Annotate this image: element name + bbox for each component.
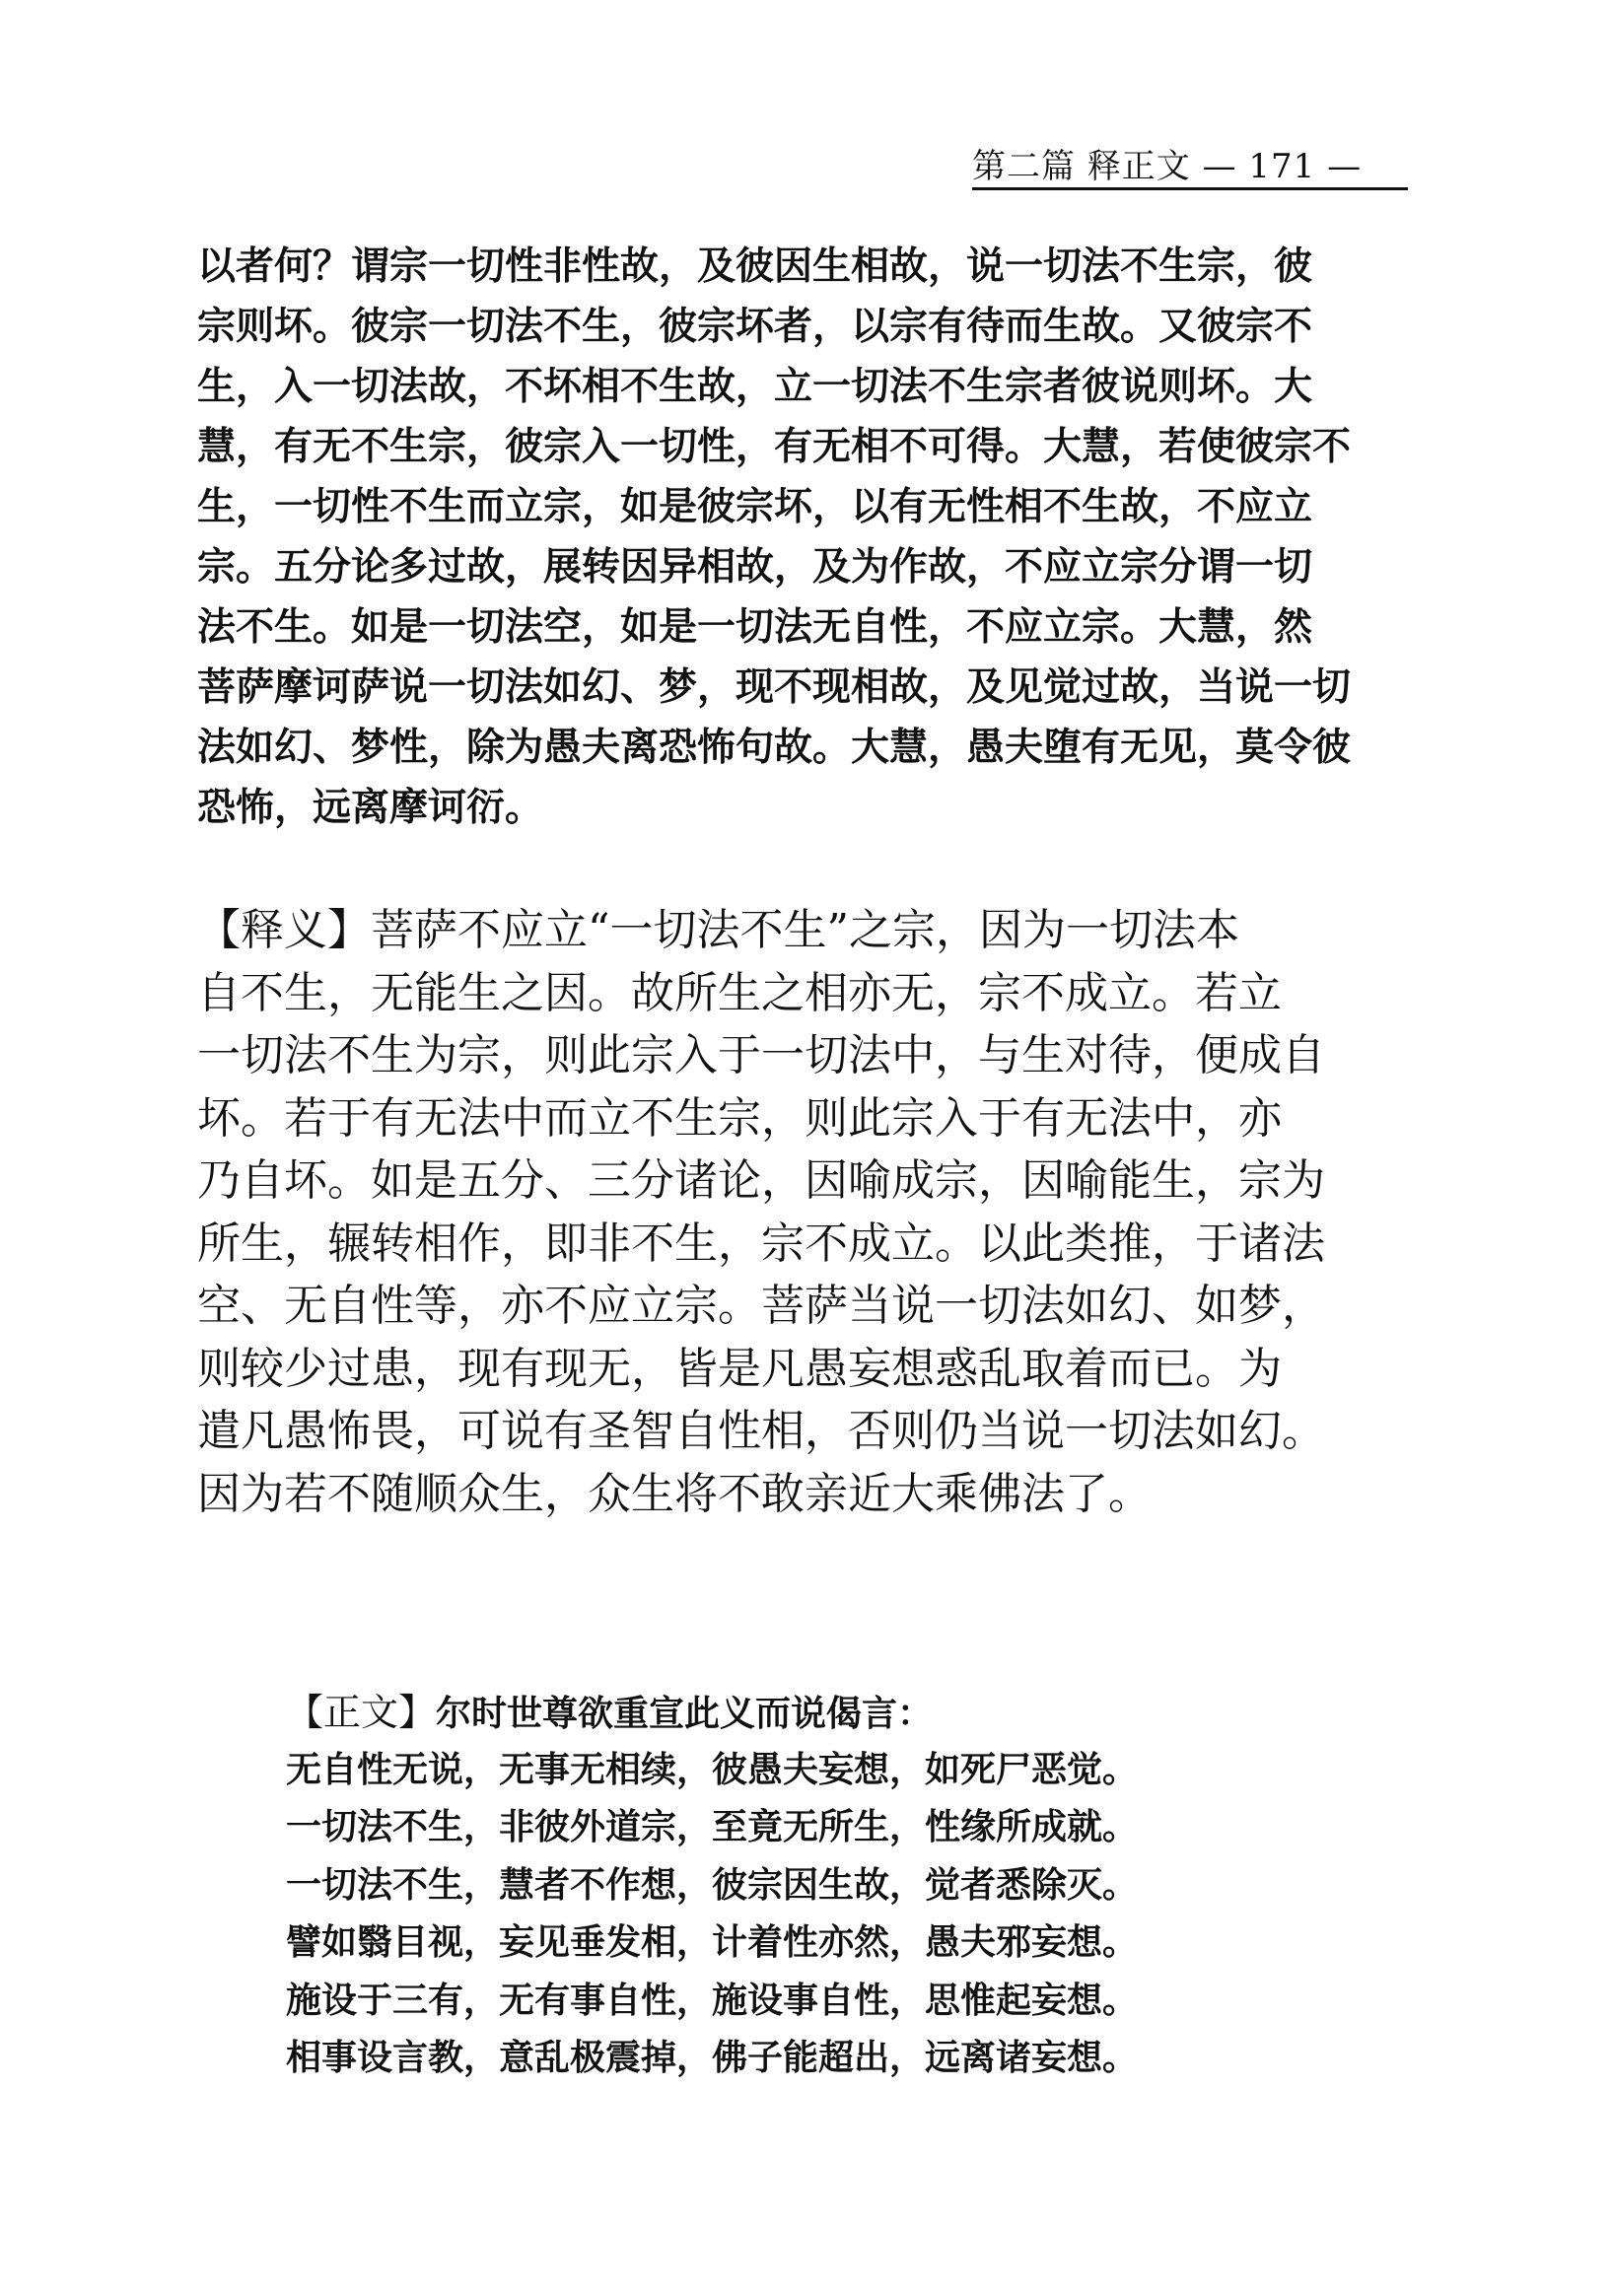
- sutra-line: 宗则坏。彼宗一切法不生，彼宗坏者，以宗有待而生故。又彼宗不: [197, 305, 1313, 349]
- commentary-line: 自不生，无能生之因。故所生之相亦无，宗不成立。若立: [197, 967, 1282, 1018]
- commentary-line: 所生，辗转相作，即非不生，宗不成立。以此类推，于诸法: [197, 1218, 1325, 1269]
- sutra-line: 生，入一切法故，不坏相不生故，立一切法不生宗者彼说则坏。大: [197, 365, 1313, 409]
- verse-line: 施设于三有，无有事自性，施设事自性，思惟起妄想。: [286, 1980, 1139, 2021]
- header-rule: [972, 187, 1408, 190]
- sutra-passage: [197, 237, 1410, 838]
- verse-intro-line: [286, 1684, 1410, 1742]
- running-header: [972, 146, 1406, 187]
- section-tag: 【正文】: [286, 1691, 437, 1734]
- verse-line: 譬如翳目视，妄见垂发相，计着性亦然，愚夫邪妄想。: [286, 1922, 1139, 1963]
- sutra-line: 以者何？谓宗一切性非性故，及彼因生相故，说一切法不生宗，彼: [197, 244, 1313, 289]
- sutra-line: 生，一切性不生而立宗，如是彼宗坏，以有无性相不生故，不应立: [197, 485, 1313, 529]
- sutra-line: 法不生。如是一切法空，如是一切法无自性，不应立宗。大慧，然: [197, 605, 1313, 650]
- commentary-line: 因为若不随顺众生，众生将不敢亲近大乘佛法了。: [197, 1468, 1152, 1519]
- commentary-line: 一切法不生为宗，则此宗入于一切法中，与生对待，便成自: [197, 1030, 1325, 1080]
- running-title: 第二篇 释正文 — 171 —: [972, 147, 1363, 186]
- commentary-line: 空、无自性等，亦不应立宗。菩萨当说一切法如幻、如梦，: [197, 1281, 1325, 1331]
- verse-line: 一切法不生，非彼外道宗，至竟无所生，性缘所成就。: [286, 1807, 1139, 1847]
- verse-line: 一切法不生，慧者不作想，彼宗因生故，觉者悉除灭。: [286, 1864, 1139, 1906]
- sutra-line: 恐怖，远离摩诃衍。: [197, 786, 544, 830]
- commentary-line: 坏。若于有无法中而立不生宗，则此宗入于有无法中，亦: [197, 1092, 1282, 1144]
- commentary-line: 遣凡愚怖畏，可说有圣智自性相，否则仍当说一切法如幻。: [197, 1406, 1325, 1456]
- verse-intro: 尔时世尊欲重宣此义而说偈言：: [436, 1694, 934, 1734]
- sutra-line: 菩萨摩诃萨说一切法如幻、梦，现不现相故，及见觉过故，当说一切: [197, 665, 1352, 710]
- verse-section: [286, 1684, 1410, 2088]
- commentary-line: 则较少过患，现有现无，皆是凡愚妄想惑乱取着而已。为: [197, 1343, 1282, 1394]
- commentary-line: 【释义】菩萨不应立“一切法不生”之宗，因为一切法本: [197, 905, 1239, 955]
- commentary-line: 乃自坏。如是五分、三分诸论，因喻成宗，因喻能生，宗为: [197, 1155, 1325, 1206]
- sutra-line: 法如幻、梦性，除为愚夫离恐怖句故。大慧，愚夫堕有无见，莫令彼: [197, 726, 1352, 770]
- verse-line: 无自性无说，无事无相续，彼愚夫妄想，如死尸恶觉。: [286, 1749, 1139, 1790]
- verse-line: 相事设言教，意乱极震掉，佛子能超出，远离诸妄想。: [286, 2038, 1139, 2078]
- sutra-line: 慧，有无不生宗，彼宗入一切性，有无相不可得。大慧，若使彼宗不: [197, 425, 1352, 469]
- sutra-line: 宗。五分论多过故，展转因异相故，及为作故，不应立宗分谓一切: [197, 545, 1313, 590]
- commentary-passage: [197, 899, 1410, 1525]
